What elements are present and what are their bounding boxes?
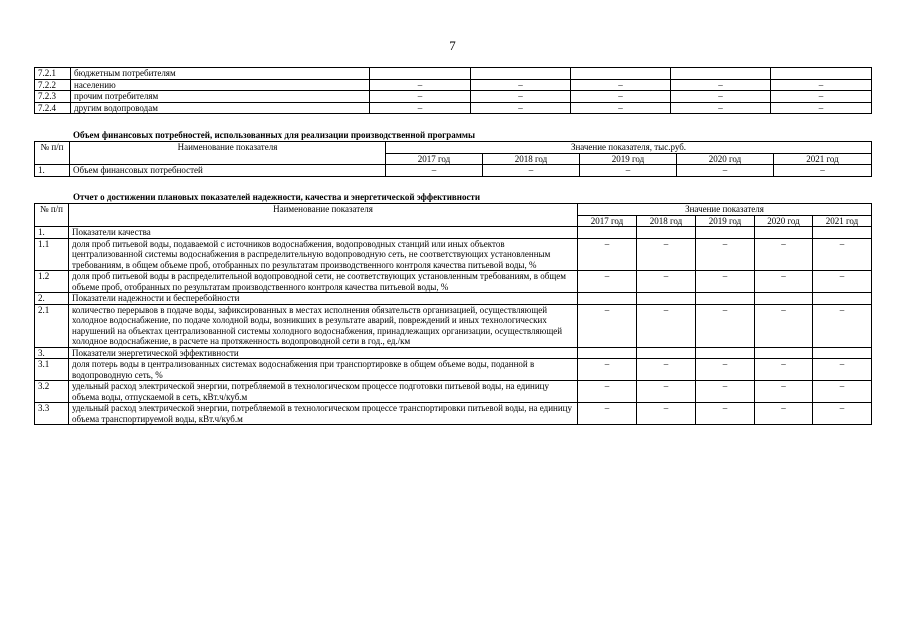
header-value: Значение показателя [578,204,872,216]
consumers-table [34,67,872,114]
value-cell: – [370,91,471,103]
value-cell: – [571,91,671,103]
value-cell: – [571,102,671,114]
row-name: бюджетным потребителям [71,68,370,80]
row-name: Показатели качества [69,227,578,239]
year-header: 2018 год [637,215,696,227]
row-number: 2.1 [35,304,69,347]
value-cell: – [696,304,755,347]
value-cell: – [813,304,872,347]
value-cell: – [483,165,580,177]
value-cell [637,347,696,359]
table-row [35,238,872,271]
value-cell: – [578,403,637,425]
row-number: 1.2 [35,271,69,293]
value-cell: – [637,271,696,293]
value-cell: – [771,91,872,103]
row-name: удельный расход электрической энергии, потребляемой в технологическом процессе подготовки питьевой воды, на единицу объема воды, отпускаемой в сеть, кВт.ч/куб.м [69,381,578,403]
value-cell: – [386,165,483,177]
value-cell: – [696,238,755,271]
section-row [35,227,872,239]
value-cell [471,68,571,80]
value-cell: – [755,359,813,381]
year-header: 2020 год [677,153,774,165]
value-cell: – [671,79,771,91]
value-cell: – [771,102,872,114]
value-cell: – [471,91,571,103]
year-header: 2021 год [774,153,872,165]
row-number: 3.3 [35,403,69,425]
row-name: количество перерывов в подаче воды, зафиксированных в местах исполнения обязательств организацией, осуществляющей холодное водоснабжение, по подаче холодной воды, возникших в результате аварий, повреждений и иных технологических нарушений на объектах централизованной системы холодного водоснабжения, принадлежащих организации, осуществляющей холодное водоснабжение, в расчете на протяженность водопроводной сети в год., ед./км [69,304,578,347]
row-name: доля проб питьевой воды, подаваемой с источников водоснабжения, водопроводных станций или иных объектов централизованной системы водоснабжения в распределительную водопроводную сеть, не соответствующих установленным требованиям, в общем объеме проб, отобранных по результатам производственного контроля качества питьевой воды, % [69,238,578,271]
value-cell: – [696,381,755,403]
table-row [35,68,872,80]
value-cell: – [578,271,637,293]
value-cell: – [578,381,637,403]
row-number: 3.1 [35,359,69,381]
value-cell [771,68,872,80]
value-cell: – [671,91,771,103]
value-cell [696,293,755,305]
table-row [35,403,872,425]
value-cell [637,293,696,305]
table-row [35,79,872,91]
row-number: 7.2.3 [35,91,71,103]
value-cell: – [813,381,872,403]
value-cell [755,347,813,359]
value-cell: – [696,359,755,381]
row-name: удельный расход электрической энергии, потребляемой в технологическом процессе транспортировки питьевой воды, на единицу объема транспортируемой воды, кВт.ч/куб.м [69,403,578,425]
value-cell: – [755,271,813,293]
value-cell [813,227,872,239]
header-name: Наименование показателя [70,142,386,165]
value-cell: – [471,79,571,91]
value-cell: – [755,238,813,271]
table-row [35,359,872,381]
row-name: Объем финансовых потребностей [70,165,386,177]
value-cell [578,293,637,305]
row-number: 2. [35,293,69,305]
header-num: № п/п [35,142,70,165]
table-row [35,271,872,293]
year-header: 2018 год [483,153,580,165]
value-cell [696,347,755,359]
row-name: населению [71,79,370,91]
value-cell: – [771,79,872,91]
row-name: другим водопроводам [71,102,370,114]
value-cell: – [677,165,774,177]
year-header: 2019 год [696,215,755,227]
row-name: прочим потребителям [71,91,370,103]
financial-needs-caption: Объем финансовых потребностей, использованных для реализации производственной программы [73,130,476,140]
value-cell: – [370,79,471,91]
row-number: 1. [35,165,70,177]
value-cell: – [637,304,696,347]
value-cell [571,68,671,80]
value-cell: – [696,271,755,293]
section-row [35,293,872,305]
value-cell: – [637,238,696,271]
value-cell [637,227,696,239]
row-number: 7.2.1 [35,68,71,80]
year-header: 2020 год [755,215,813,227]
row-name: Показатели надежности и бесперебойности [69,293,578,305]
value-cell [370,68,471,80]
value-cell: – [578,238,637,271]
financial-needs-table [34,141,872,177]
row-number: 3. [35,347,69,359]
value-cell [813,293,872,305]
year-header: 2021 год [813,215,872,227]
value-cell [755,227,813,239]
value-cell: – [637,381,696,403]
value-cell: – [471,102,571,114]
table-row [35,91,872,103]
row-name: доля потерь воды в централизованных системах водоснабжения при транспортировке в общем объеме воды, поданной в водопроводную сеть, % [69,359,578,381]
value-cell: – [571,79,671,91]
value-cell: – [813,271,872,293]
value-cell [755,293,813,305]
row-name: доля проб питьевой воды в распределительной водопроводной сети, не соответствующих установленным требованиям, в общем объеме проб, отобранных по результатам производственного контроля качества питьевой воды, % [69,271,578,293]
row-number: 7.2.4 [35,102,71,114]
value-cell: – [774,165,872,177]
value-cell: – [813,238,872,271]
row-number: 1.1 [35,238,69,271]
value-cell [578,347,637,359]
page-number: 7 [449,38,456,53]
row-number: 1. [35,227,69,239]
value-cell [813,347,872,359]
value-cell: – [370,102,471,114]
value-cell: – [578,359,637,381]
value-cell [671,68,771,80]
section-row [35,347,872,359]
header-value: Значение показателя, тыс.руб. [386,142,872,154]
indicators-report-caption: Отчет о достижении плановых показателей надежности, качества и энергетической эффективности [73,192,481,202]
value-cell: – [696,403,755,425]
value-cell: – [813,403,872,425]
year-header: 2017 год [386,153,483,165]
year-header: 2019 год [580,153,677,165]
table-row [35,165,872,177]
year-header: 2017 год [578,215,637,227]
indicators-report-table [34,203,872,425]
value-cell [696,227,755,239]
value-cell: – [637,403,696,425]
row-name: Показатели энергетической эффективности [69,347,578,359]
value-cell: – [671,102,771,114]
value-cell: – [813,359,872,381]
value-cell: – [580,165,677,177]
value-cell: – [755,381,813,403]
value-cell: – [755,403,813,425]
value-cell: – [637,359,696,381]
value-cell [578,227,637,239]
table-row [35,102,872,114]
row-number: 3.2 [35,381,69,403]
row-number: 7.2.2 [35,79,71,91]
table-row [35,381,872,403]
header-name: Наименование показателя [69,204,578,227]
value-cell: – [578,304,637,347]
header-num: № п/п [35,204,69,227]
value-cell: – [755,304,813,347]
table-row [35,304,872,347]
